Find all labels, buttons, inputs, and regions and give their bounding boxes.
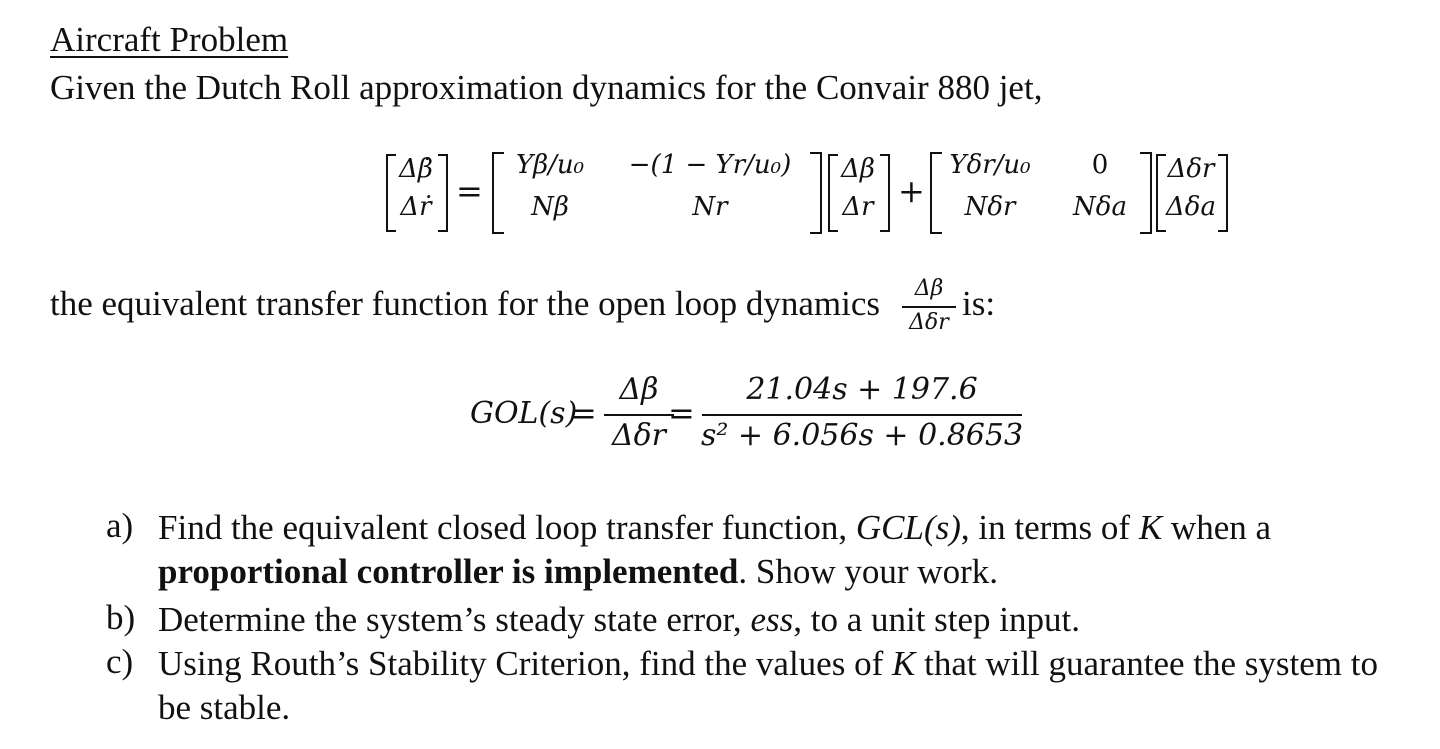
plus-sign: + — [898, 172, 925, 210]
tf-sentence-fraction-bar — [902, 306, 956, 308]
question-b — [106, 598, 1081, 639]
u-bracket-right — [1218, 154, 1228, 232]
u-bottom: Δδa — [1166, 192, 1216, 222]
B12: 0 — [1091, 150, 1109, 180]
gol-denominator: s² + 6.056s + 0.8653 — [700, 418, 1024, 453]
B21: Nδr — [964, 192, 1016, 222]
ess-symbol: ess — [750, 600, 794, 639]
A12: −(1 − Yr/u₀) — [628, 150, 792, 180]
question-a-label: a) — [106, 506, 134, 545]
question-a — [106, 506, 1272, 591]
x-top: Δβ — [841, 154, 875, 184]
gol-numerator: 21.04s + 197.6 — [746, 372, 978, 407]
question-a-part: when a — [1162, 508, 1272, 547]
gol-fraction-bar — [702, 414, 1022, 416]
B-bracket-right — [1140, 152, 1152, 234]
k-symbol: K — [891, 644, 916, 683]
A11: Yβ/u₀ — [515, 150, 585, 180]
gol-frac1-den: Δδr — [611, 418, 667, 453]
lhs-top: Δβ̇ — [399, 154, 433, 184]
tf-sentence-den: Δδr — [909, 310, 949, 335]
question-b-text — [158, 598, 1398, 642]
question-c-text — [158, 642, 1398, 730]
A21: Nβ — [531, 192, 569, 222]
lhs-bottom: Δṙ — [400, 192, 432, 222]
gcl-symbol: GCL(s) — [855, 508, 961, 547]
intro-text: Given the Dutch Roll approximation dynamics for the Convair 880 jet, — [50, 68, 1043, 107]
question-b-part: , to a unit step input. — [793, 600, 1081, 639]
question-c-label: c) — [106, 642, 134, 681]
question-a-part: , in terms of — [960, 508, 1139, 547]
k-symbol: K — [1138, 508, 1163, 547]
A-bracket-right — [810, 152, 822, 234]
lhs-bracket-right — [438, 154, 448, 232]
gol-equals-2: = — [668, 394, 695, 432]
tf-sentence-num: Δβ — [914, 276, 944, 301]
equals-sign: = — [456, 172, 483, 210]
question-c-part: that will guarantee the system to be stable. — [158, 644, 1378, 727]
question-b-part: Determine the system’s steady state error, — [158, 600, 751, 639]
tf-sentence-after: is: — [962, 284, 996, 323]
question-a-bold: proportional controller is implemented — [158, 552, 739, 591]
B22: Nδa — [1073, 192, 1127, 222]
gol-frac1-num: Δβ — [619, 372, 659, 407]
u-top: Δδr — [1167, 154, 1215, 184]
A22: Nr — [692, 192, 728, 222]
gol-equals-1: = — [570, 394, 597, 432]
x-bracket-right — [880, 154, 890, 232]
B11: Yδr/u₀ — [949, 150, 1031, 180]
x-bottom: Δr — [842, 192, 874, 222]
question-c — [106, 642, 1378, 727]
tf-sentence: the equivalent transfer function for the open loop dynamics — [50, 284, 881, 323]
question-c-part: Using Routh’s Stability Criterion, find the values of — [158, 644, 892, 683]
question-a-part: Find the equivalent closed loop transfer function, — [158, 508, 856, 547]
gol-frac1-bar — [604, 414, 674, 416]
page-title: Aircraft Problem — [50, 20, 289, 59]
question-a-part: . Show your work. — [738, 552, 998, 591]
question-b-label: b) — [106, 598, 136, 637]
gol-lhs: GOL(s) — [470, 396, 578, 431]
question-a-text — [158, 506, 1398, 594]
